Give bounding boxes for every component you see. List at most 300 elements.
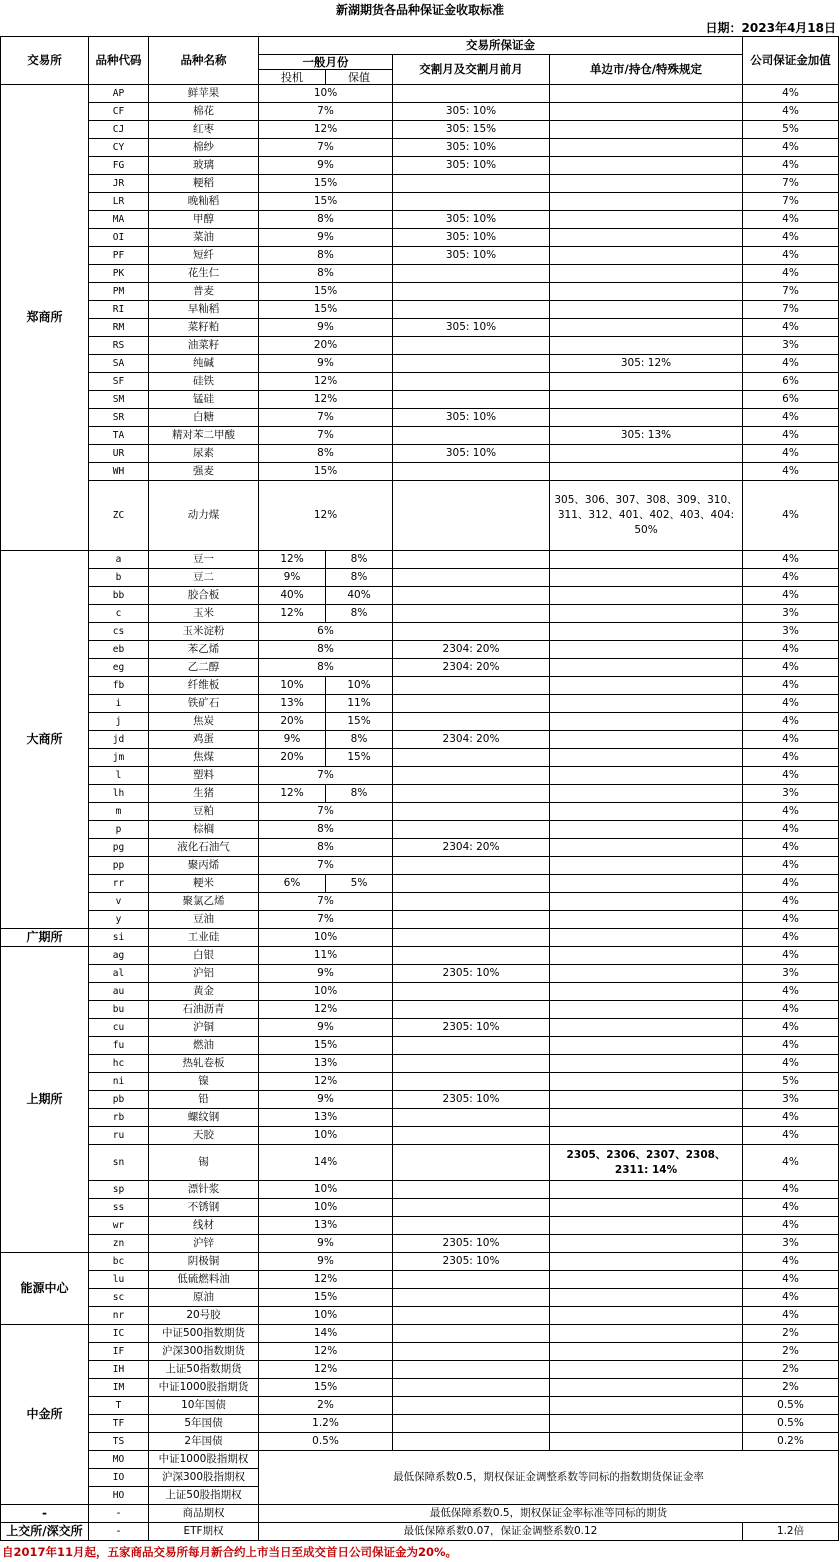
product-name: 豆二	[149, 569, 259, 587]
general-margin: 9%	[259, 1091, 393, 1109]
exchange-name: -	[1, 1505, 89, 1523]
delivery-margin	[393, 695, 550, 713]
general-margin: 8%	[259, 265, 393, 283]
company-add: 4%	[743, 749, 839, 767]
general-margin: 15%	[259, 283, 393, 301]
table-row	[1, 1235, 839, 1253]
product-code: bc	[89, 1253, 149, 1271]
delivery-margin: 2305: 10%	[393, 1019, 550, 1037]
product-name: 5年国债	[149, 1415, 259, 1433]
product-code: sc	[89, 1289, 149, 1307]
company-add: 4%	[743, 677, 839, 695]
general-margin: 7%	[259, 139, 393, 157]
delivery-margin: 305: 15%	[393, 121, 550, 139]
general-margin: 14%	[259, 1325, 393, 1343]
general-margin: 12%	[259, 1271, 393, 1289]
product-name: 天胶	[149, 1127, 259, 1145]
product-code: LR	[89, 193, 149, 211]
company-add: 2%	[743, 1325, 839, 1343]
delivery-margin	[393, 677, 550, 695]
product-name: 鸡蛋	[149, 731, 259, 749]
special-margin	[550, 1181, 743, 1199]
special-margin	[550, 373, 743, 391]
delivery-margin: 2305: 10%	[393, 965, 550, 983]
table-row	[1, 391, 839, 409]
special-margin: 305、306、307、308、309、310、311、312、401、402、403、404: 50%	[550, 481, 743, 551]
sheet-date: 日期：2023年4月18日	[705, 21, 836, 35]
delivery-margin	[393, 1109, 550, 1127]
general-margin: 10%	[259, 1181, 393, 1199]
special-margin	[550, 1001, 743, 1019]
product-code: pg	[89, 839, 149, 857]
product-code: al	[89, 965, 149, 983]
table-row	[1, 247, 839, 265]
delivery-margin	[393, 1073, 550, 1091]
delivery-margin	[393, 1217, 550, 1235]
company-add: 4%	[743, 1253, 839, 1271]
special-margin	[550, 1055, 743, 1073]
delivery-margin: 305: 10%	[393, 103, 550, 121]
product-code: -	[89, 1505, 149, 1523]
product-name: 阴极铜	[149, 1253, 259, 1271]
product-name: 锡	[149, 1145, 259, 1181]
delivery-margin: 2304: 20%	[393, 641, 550, 659]
table-row	[1, 1217, 839, 1235]
product-name: 燃油	[149, 1037, 259, 1055]
company-add: 6%	[743, 391, 839, 409]
special-margin	[550, 947, 743, 965]
special-margin	[550, 1217, 743, 1235]
delivery-margin: 305: 10%	[393, 157, 550, 175]
product-name: 螺纹钢	[149, 1109, 259, 1127]
company-add: 2%	[743, 1379, 839, 1397]
delivery-margin	[393, 193, 550, 211]
special-margin	[550, 1037, 743, 1055]
spec-margin: 12%	[259, 605, 326, 623]
product-code: TA	[89, 427, 149, 445]
delivery-margin	[393, 857, 550, 875]
general-margin: 12%	[259, 1361, 393, 1379]
exchange-name: 中金所	[1, 1325, 89, 1505]
general-margin: 8%	[259, 445, 393, 463]
exchange-name: 广期所	[1, 929, 89, 947]
table-row	[1, 767, 839, 785]
special-margin	[550, 965, 743, 983]
header-exchange-margin: 交易所保证金	[259, 37, 743, 55]
general-margin: 15%	[259, 1379, 393, 1397]
special-margin	[550, 587, 743, 605]
product-name: 铅	[149, 1091, 259, 1109]
hedge-margin: 8%	[326, 569, 393, 587]
product-name: 粳米	[149, 875, 259, 893]
special-margin	[550, 247, 743, 265]
product-code: eg	[89, 659, 149, 677]
product-name: 苯乙烯	[149, 641, 259, 659]
header-delivery-month: 交割月及交割月前月	[393, 55, 550, 85]
product-name: 普麦	[149, 283, 259, 301]
special-margin	[550, 1433, 743, 1451]
delivery-margin	[393, 1271, 550, 1289]
product-name: 液化石油气	[149, 839, 259, 857]
product-code: SA	[89, 355, 149, 373]
product-name: 沪锌	[149, 1235, 259, 1253]
general-margin: 7%	[259, 103, 393, 121]
product-code: ZC	[89, 481, 149, 551]
product-name: 沪深300股指期权	[149, 1469, 259, 1487]
table-row	[1, 695, 839, 713]
table-row	[1, 1523, 839, 1541]
special-margin	[550, 337, 743, 355]
company-add: 4%	[743, 409, 839, 427]
special-margin	[550, 605, 743, 623]
table-row	[1, 587, 839, 605]
delivery-margin	[393, 551, 550, 569]
product-code: T	[89, 1397, 149, 1415]
table-row	[1, 857, 839, 875]
table-row	[1, 1019, 839, 1037]
delivery-margin	[393, 301, 550, 319]
hedge-margin: 8%	[326, 731, 393, 749]
special-margin	[550, 85, 743, 103]
company-add: 4%	[743, 139, 839, 157]
delivery-margin: 305: 10%	[393, 139, 550, 157]
product-name: 玉米	[149, 605, 259, 623]
product-code: m	[89, 803, 149, 821]
product-name: 鲜苹果	[149, 85, 259, 103]
delivery-margin	[393, 1307, 550, 1325]
product-name: 10年国债	[149, 1397, 259, 1415]
delivery-margin	[393, 893, 550, 911]
product-code: TF	[89, 1415, 149, 1433]
product-name: 精对苯二甲酸	[149, 427, 259, 445]
special-margin	[550, 749, 743, 767]
options-note: 最低保障系数0.5，期权保证金率标准等同标的期货	[259, 1505, 839, 1523]
product-name: 中证500指数期货	[149, 1325, 259, 1343]
product-code: wr	[89, 1217, 149, 1235]
delivery-margin	[393, 911, 550, 929]
delivery-margin	[393, 1433, 550, 1451]
product-name: 豆粕	[149, 803, 259, 821]
company-add: 5%	[743, 121, 839, 139]
delivery-margin	[393, 1415, 550, 1433]
product-name: 短纤	[149, 247, 259, 265]
table-row	[1, 1343, 839, 1361]
table-row	[1, 445, 839, 463]
product-code: OI	[89, 229, 149, 247]
special-margin	[550, 211, 743, 229]
product-name: 焦煤	[149, 749, 259, 767]
product-name: 20号胶	[149, 1307, 259, 1325]
general-margin: 10%	[259, 1127, 393, 1145]
special-margin	[550, 695, 743, 713]
delivery-margin	[393, 481, 550, 551]
product-name: 早籼稻	[149, 301, 259, 319]
product-code: SF	[89, 373, 149, 391]
product-code: sp	[89, 1181, 149, 1199]
special-margin	[550, 157, 743, 175]
product-name: 豆油	[149, 911, 259, 929]
hedge-margin: 8%	[326, 551, 393, 569]
table-row	[1, 1433, 839, 1451]
product-code: ag	[89, 947, 149, 965]
company-add: 4%	[743, 319, 839, 337]
general-margin: 14%	[259, 1145, 393, 1181]
product-name: 焦炭	[149, 713, 259, 731]
product-name: 甲醇	[149, 211, 259, 229]
special-margin	[550, 1325, 743, 1343]
special-margin	[550, 409, 743, 427]
product-code: eb	[89, 641, 149, 659]
product-name: 棕榈	[149, 821, 259, 839]
company-add: 4%	[743, 85, 839, 103]
product-name: 中证1000股指期货	[149, 1379, 259, 1397]
delivery-margin	[393, 767, 550, 785]
general-margin: 6%	[259, 623, 393, 641]
delivery-margin	[393, 391, 550, 409]
special-margin	[550, 731, 743, 749]
general-margin: 8%	[259, 247, 393, 265]
table-row	[1, 193, 839, 211]
header-name: 品种名称	[149, 37, 259, 85]
delivery-margin: 2304: 20%	[393, 839, 550, 857]
company-add: 5%	[743, 1073, 839, 1091]
product-code: cs	[89, 623, 149, 641]
delivery-margin: 2305: 10%	[393, 1091, 550, 1109]
table-row	[1, 1379, 839, 1397]
company-add: 3%	[743, 785, 839, 803]
product-code: IM	[89, 1379, 149, 1397]
table-row	[1, 481, 839, 551]
company-add: 4%	[743, 659, 839, 677]
general-margin: 10%	[259, 1307, 393, 1325]
product-name: 乙二醇	[149, 659, 259, 677]
special-margin	[550, 911, 743, 929]
table-row	[1, 283, 839, 301]
special-margin	[550, 301, 743, 319]
product-name: 晚籼稻	[149, 193, 259, 211]
general-margin: 9%	[259, 1235, 393, 1253]
product-name: 不锈钢	[149, 1199, 259, 1217]
general-margin: 13%	[259, 1055, 393, 1073]
header-general-month: 一般月份	[259, 55, 393, 70]
company-add: 4%	[743, 641, 839, 659]
company-add: 4%	[743, 803, 839, 821]
company-add: 4%	[743, 875, 839, 893]
general-margin: 12%	[259, 1001, 393, 1019]
company-add: 4%	[743, 247, 839, 265]
product-name: 棉纱	[149, 139, 259, 157]
product-code: au	[89, 983, 149, 1001]
spec-margin: 20%	[259, 713, 326, 731]
general-margin: 7%	[259, 409, 393, 427]
delivery-margin	[393, 1037, 550, 1055]
table-row	[1, 677, 839, 695]
delivery-margin	[393, 1343, 550, 1361]
hedge-margin: 8%	[326, 785, 393, 803]
table-row	[1, 427, 839, 445]
delivery-margin	[393, 1379, 550, 1397]
company-add: 0.2%	[743, 1433, 839, 1451]
spec-margin: 12%	[259, 785, 326, 803]
general-margin: 9%	[259, 1019, 393, 1037]
table-row	[1, 947, 839, 965]
header-spec: 投机	[259, 70, 326, 85]
general-margin: 7%	[259, 893, 393, 911]
special-margin	[550, 1379, 743, 1397]
product-code: SR	[89, 409, 149, 427]
general-margin: 12%	[259, 1343, 393, 1361]
product-code: TS	[89, 1433, 149, 1451]
product-name: 花生仁	[149, 265, 259, 283]
product-name: 菜籽粕	[149, 319, 259, 337]
special-margin	[550, 1307, 743, 1325]
special-margin	[550, 193, 743, 211]
product-code: rr	[89, 875, 149, 893]
spec-margin: 10%	[259, 677, 326, 695]
delivery-margin	[393, 803, 550, 821]
product-name: 2年国债	[149, 1433, 259, 1451]
exchange-name: 上期所	[1, 947, 89, 1253]
table-row	[1, 1271, 839, 1289]
delivery-margin	[393, 1055, 550, 1073]
company-add: 4%	[743, 1271, 839, 1289]
general-margin: 8%	[259, 211, 393, 229]
table-row	[1, 139, 839, 157]
product-code: pp	[89, 857, 149, 875]
special-margin	[550, 1397, 743, 1415]
company-add: 3%	[743, 337, 839, 355]
product-code: ss	[89, 1199, 149, 1217]
product-code: IO	[89, 1469, 149, 1487]
company-add: 2%	[743, 1343, 839, 1361]
table-row	[1, 821, 839, 839]
delivery-margin: 305: 10%	[393, 409, 550, 427]
delivery-margin: 2304: 20%	[393, 659, 550, 677]
company-add: 4%	[743, 157, 839, 175]
general-margin: 9%	[259, 157, 393, 175]
special-margin	[550, 463, 743, 481]
product-name: ETF期权	[149, 1523, 259, 1541]
spec-margin: 9%	[259, 731, 326, 749]
product-code: rb	[89, 1109, 149, 1127]
special-margin	[550, 857, 743, 875]
product-code: sn	[89, 1145, 149, 1181]
product-code: y	[89, 911, 149, 929]
product-code: CY	[89, 139, 149, 157]
product-code: pb	[89, 1091, 149, 1109]
company-add: 4%	[743, 731, 839, 749]
product-code: nr	[89, 1307, 149, 1325]
delivery-margin	[393, 427, 550, 445]
product-name: 沪铜	[149, 1019, 259, 1037]
product-name: 玉米淀粉	[149, 623, 259, 641]
delivery-margin	[393, 1361, 550, 1379]
general-margin: 10%	[259, 929, 393, 947]
company-add: 4%	[743, 713, 839, 731]
exchange-name: 郑商所	[1, 85, 89, 551]
product-code: p	[89, 821, 149, 839]
special-margin	[550, 1289, 743, 1307]
company-add: 4%	[743, 551, 839, 569]
general-margin: 11%	[259, 947, 393, 965]
spec-margin: 13%	[259, 695, 326, 713]
company-add: 4%	[743, 1181, 839, 1199]
general-margin: 9%	[259, 1253, 393, 1271]
special-margin	[550, 103, 743, 121]
general-margin: 7%	[259, 767, 393, 785]
delivery-margin: 305: 10%	[393, 247, 550, 265]
table-row	[1, 1145, 839, 1181]
table-row	[1, 175, 839, 193]
company-add: 4%	[743, 1001, 839, 1019]
delivery-margin	[393, 337, 550, 355]
general-margin: 10%	[259, 1199, 393, 1217]
table-row	[1, 1289, 839, 1307]
special-margin	[550, 319, 743, 337]
delivery-margin	[393, 587, 550, 605]
table-row	[1, 157, 839, 175]
options-note: 最低保障系数0.07，保证金调整系数0.12	[259, 1523, 743, 1541]
table-row	[1, 1127, 839, 1145]
product-code: CF	[89, 103, 149, 121]
special-margin	[550, 139, 743, 157]
table-row	[1, 623, 839, 641]
company-add: 3%	[743, 1235, 839, 1253]
special-margin	[550, 1361, 743, 1379]
delivery-margin: 305: 10%	[393, 229, 550, 247]
delivery-margin	[393, 569, 550, 587]
table-row	[1, 1109, 839, 1127]
product-code: FG	[89, 157, 149, 175]
exchange-name: 上交所/深交所	[1, 1523, 89, 1541]
header-code: 品种代码	[89, 37, 149, 85]
general-margin: 7%	[259, 427, 393, 445]
product-code: lu	[89, 1271, 149, 1289]
delivery-margin	[393, 1001, 550, 1019]
table-row	[1, 1361, 839, 1379]
special-margin	[550, 785, 743, 803]
product-code: si	[89, 929, 149, 947]
delivery-margin: 305: 10%	[393, 445, 550, 463]
company-add: 4%	[743, 947, 839, 965]
general-margin: 12%	[259, 121, 393, 139]
options-note: 最低保障系数0.5，期权保证金调整系数等同标的指数期货保证金率	[259, 1451, 839, 1505]
exchange-name: 大商所	[1, 551, 89, 929]
product-name: 红枣	[149, 121, 259, 139]
general-margin: 13%	[259, 1109, 393, 1127]
product-name: 中证1000股指期权	[149, 1451, 259, 1469]
delivery-margin	[393, 983, 550, 1001]
general-margin: 15%	[259, 463, 393, 481]
hedge-margin: 8%	[326, 605, 393, 623]
product-name: 低硫燃料油	[149, 1271, 259, 1289]
hedge-margin: 10%	[326, 677, 393, 695]
product-name: 动力煤	[149, 481, 259, 551]
special-margin	[550, 623, 743, 641]
spec-margin: 6%	[259, 875, 326, 893]
special-margin	[550, 659, 743, 677]
special-margin	[550, 839, 743, 857]
table-row	[1, 337, 839, 355]
product-name: 热轧卷板	[149, 1055, 259, 1073]
general-margin: 10%	[259, 983, 393, 1001]
product-code: l	[89, 767, 149, 785]
company-add: 6%	[743, 373, 839, 391]
product-code: HO	[89, 1487, 149, 1505]
delivery-margin	[393, 929, 550, 947]
product-name: 粳稻	[149, 175, 259, 193]
company-add: 7%	[743, 175, 839, 193]
